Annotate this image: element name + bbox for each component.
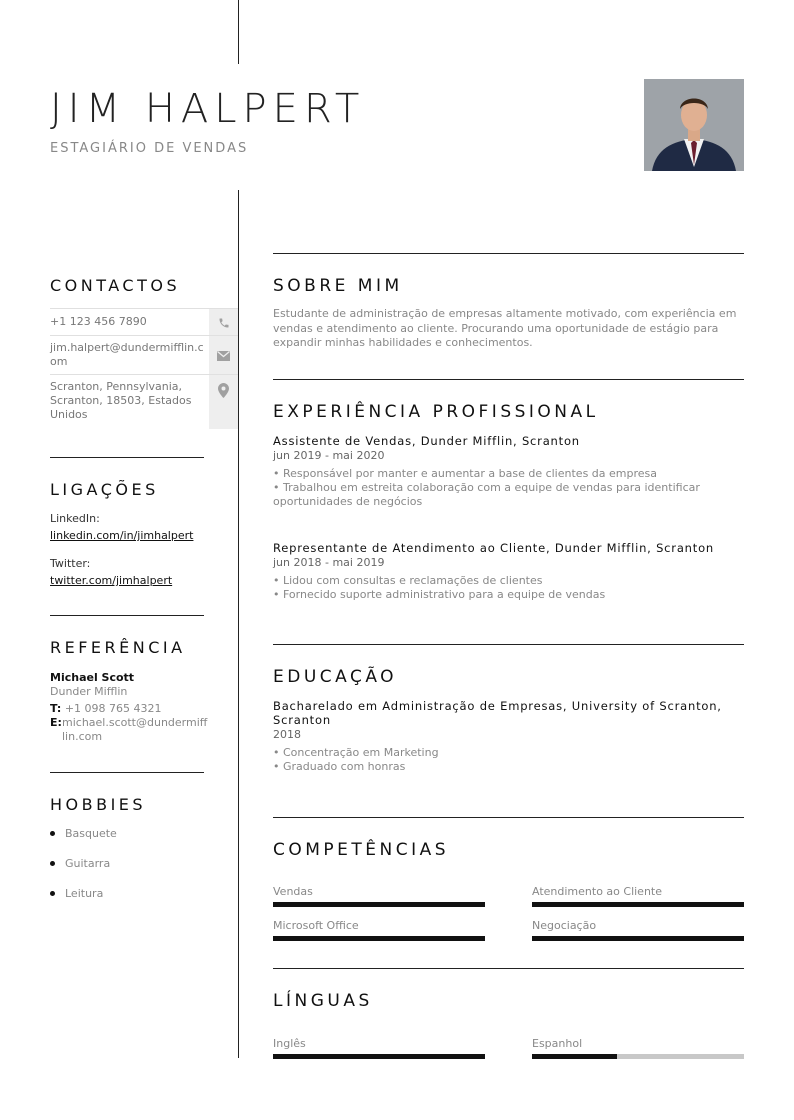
experience-title: EXPERIÊNCIA PROFISSIONAL	[273, 402, 599, 422]
reference-email-label-wrap	[50, 716, 62, 730]
divider-hobbies	[50, 772, 204, 773]
skill-label: Atendimento ao Cliente	[532, 885, 662, 898]
reference-title: REFERÊNCIA	[50, 638, 186, 657]
skill-label: Vendas	[273, 885, 313, 898]
twitter-link[interactable]: twitter.com/jimhalpert	[50, 574, 173, 587]
skill-label: Microsoft Office	[273, 919, 359, 932]
linkedin-link[interactable]: linkedin.com/in/jimhalpert	[50, 529, 194, 542]
reference-company: Dunder Mifflin	[50, 685, 128, 698]
skill-bar-fill	[273, 936, 485, 941]
skill-bar-fill	[532, 902, 744, 907]
education-bullets	[273, 746, 744, 774]
divider-top	[238, 0, 239, 64]
job-2-title: Representante de Atendimento ao Cliente, Dunder Mifflin, Scranton	[273, 541, 715, 555]
links-title: LIGAÇÕES	[50, 480, 159, 499]
hobby-item	[50, 857, 110, 870]
resume-name: JIM HALPERT	[50, 86, 366, 132]
language-label: Espanhol	[532, 1037, 583, 1050]
reference-phone-line	[50, 702, 210, 716]
reference-email: michael.scott@dundermifflin.com	[62, 716, 208, 743]
hobby-label: Basquete	[65, 827, 117, 840]
contact-address: Scranton, Pennsylvania, Scranton, 18503, Estados Unidos	[50, 380, 192, 421]
divider-education	[273, 644, 744, 645]
linkedin-label: LinkedIn:	[50, 512, 100, 525]
skill-bar	[273, 936, 485, 941]
job-1-bullets	[273, 467, 744, 509]
hobby-item	[50, 827, 117, 840]
language-bar	[532, 1054, 744, 1059]
contacts-title: CONTACTOS	[50, 276, 181, 295]
phone-icon	[209, 309, 238, 336]
education-bullet: • Concentração em Marketing	[273, 746, 439, 759]
hobby-item	[50, 887, 103, 900]
contact-address-row	[50, 374, 238, 429]
language-bar-fill	[273, 1054, 485, 1059]
reference-name: Michael Scott	[50, 671, 135, 684]
skill-bar	[532, 936, 744, 941]
about-text: Estudante de administração de empresas altamente motivado, com experiência em vendas e atendimento ao cliente. Procurando uma oportunidade de estágio para expandir minhas habilidades e conhecimentos.	[273, 307, 737, 349]
education-bullet: • Graduado com honras	[273, 760, 406, 773]
language-label: Inglês	[273, 1037, 306, 1050]
language-bar-fill	[532, 1054, 617, 1059]
skill-bar-fill	[273, 902, 485, 907]
job-2-bullets	[273, 574, 744, 602]
job-1-bullet: • Trabalhou em estreita colaboração com a equipe de vendas para identificar oportunidades de negócios	[273, 481, 700, 508]
skill-bar	[532, 902, 744, 907]
map-pin-icon	[209, 375, 238, 429]
resume-job-title: ESTAGIÁRIO DE VENDAS	[50, 141, 249, 156]
job-1-dates: jun 2019 - mai 2020	[273, 449, 385, 462]
job-2-bullet: • Fornecido suporte administrativo para a equipe de vendas	[273, 588, 606, 601]
reference-phone: +1 098 765 4321	[64, 702, 162, 715]
education-degree: Bacharelado em Administração de Empresas, University of Scranton, Scranton	[273, 699, 722, 727]
divider-languages	[273, 968, 744, 969]
job-1-title: Assistente de Vendas, Dunder Mifflin, Scranton	[273, 434, 580, 448]
skill-bar-fill	[532, 936, 744, 941]
contact-phone-row	[50, 308, 238, 336]
divider-experience	[273, 379, 744, 380]
bullet-icon	[50, 861, 55, 866]
hobbies-title: HOBBIES	[50, 795, 147, 814]
divider-about	[273, 253, 744, 254]
bullet-icon	[50, 891, 55, 896]
twitter-label: Twitter:	[50, 557, 91, 570]
bullet-icon	[50, 831, 55, 836]
skills-title: COMPETÊNCIAS	[273, 840, 450, 860]
job-2-dates: jun 2018 - mai 2019	[273, 556, 385, 569]
reference-email-label: E:	[50, 716, 62, 729]
divider-skills	[273, 817, 744, 818]
divider-links	[50, 457, 204, 458]
contact-email-row	[50, 335, 238, 375]
envelope-icon	[209, 336, 238, 375]
about-title: SOBRE MIM	[273, 276, 403, 296]
reference-phone-label: T:	[50, 702, 62, 715]
contact-phone: +1 123 456 7890	[50, 315, 147, 328]
language-bar	[273, 1054, 485, 1059]
divider-reference	[50, 615, 204, 616]
education-title: EDUCAÇÃO	[273, 667, 398, 687]
profile-photo	[644, 79, 744, 171]
job-2-bullet: • Lidou com consultas e reclamações de clientes	[273, 574, 543, 587]
hobby-label: Guitarra	[65, 857, 111, 870]
skill-bar	[273, 902, 485, 907]
divider-main	[238, 190, 239, 1058]
education-year: 2018	[273, 728, 301, 741]
contact-email: jim.halpert@dundermifflin.com	[50, 341, 204, 368]
languages-title: LÍNGUAS	[273, 991, 373, 1011]
skill-label: Negociação	[532, 919, 597, 932]
job-1-bullet: • Responsável por manter e aumentar a base de clientes da empresa	[273, 467, 657, 480]
hobby-label: Leitura	[65, 887, 104, 900]
